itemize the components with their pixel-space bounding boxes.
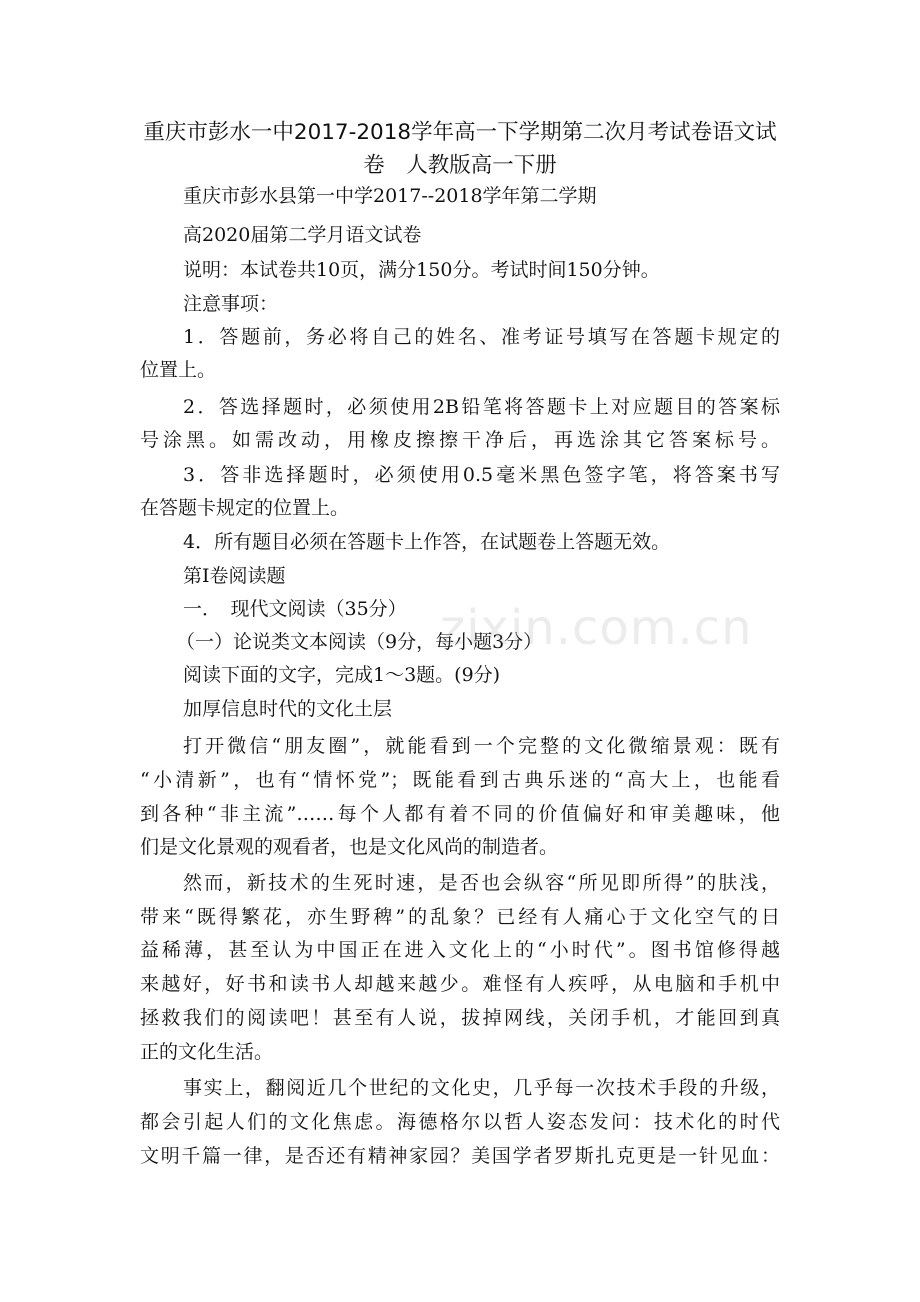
paragraph-2-line-6: 正的文化生活。	[140, 1041, 274, 1063]
note-3-line-1: 3．答非选择题时，必须使用0.5毫米黑色签字笔，将答案书写	[183, 464, 780, 486]
school-line: 重庆市彭水县第一中学2017--2018学年第二学期	[183, 185, 597, 207]
note-2-line-1: 2．答选择题时，必须使用2B铅笔将答题卡上对应题目的答案标	[183, 396, 780, 418]
paragraph-3-line-1: 事实上，翻阅近几个世纪的文化史，几乎每一次技术手段的升级，	[183, 1077, 780, 1099]
paragraph-2-line-5: 拯救我们的阅读吧！甚至有人说，拔掉网线，关闭手机，才能回到真	[140, 1007, 780, 1029]
watermark: zixin.com.cn	[440, 600, 753, 656]
exam-name-line: 高2020届第二学月语文试卷	[183, 224, 422, 246]
paragraph-2-line-4: 来越好，好书和读书人却越来越少。难怪有人疾呼，从电脑和手机中	[140, 973, 780, 995]
subsection-heading: （一）论说类文本阅读（9分，每小题3分）	[176, 631, 543, 653]
note-3-line-2: 在答题卡规定的位置上。	[140, 497, 350, 519]
article-title: 加厚信息时代的文化土层	[183, 698, 393, 720]
paragraph-3-line-2: 都会引起人们的文化焦虑。海德格尔以哲人姿态发问：技术化的时代	[140, 1111, 780, 1133]
paragraph-1-line-2: “小清新”，也有“情怀党”；既能看到古典乐迷的“高大上，也能看	[140, 769, 780, 791]
paragraph-1-line-1: 打开微信“朋友圈”，就能看到一个完整的文化微缩景观：既有	[183, 735, 780, 757]
note-1-line-1: 1．答题前，务必将自己的姓名、准考证号填写在答题卡规定的	[183, 326, 780, 348]
paragraph-3-line-3: 文明千篇一律，是否还有精神家园？美国学者罗斯扎克更是一针见血：	[140, 1145, 780, 1167]
paragraph-1-line-3: 到各种“非主流”……每个人都有着不同的价值偏好和审美趣味，他	[140, 803, 780, 825]
note-2-line-2: 号涂黑。如需改动，用橡皮擦擦干净后，再选涂其它答案标号。	[140, 429, 780, 451]
note-1-line-2: 位置上。	[140, 359, 217, 381]
paragraph-2-line-1: 然而，新技术的生死时速，是否也会纵容“所见即所得”的肤浅，	[183, 872, 780, 894]
paragraph-1-line-4: 们是文化景观的观看者，也是文化风尚的制造者。	[140, 836, 559, 858]
reading-instruction: 阅读下面的文字，完成1～3题。(9分)	[183, 664, 501, 686]
part-heading: 第Ⅰ卷阅读题	[183, 565, 286, 587]
paragraph-2-line-2: 带来“既得繁花，亦生野稗”的乱象？已经有人痛心于文化空气的日	[140, 906, 780, 928]
section-heading: 一． 现代文阅读（35分）	[183, 598, 407, 620]
document-title: 重庆市彭水一中2017-2018学年高一下学期第二次月考试卷语文试卷 人教版高一下册	[143, 120, 777, 178]
note-4-line: 4．所有题目必须在答题卡上作答，在试题卷上答题无效。	[183, 531, 671, 553]
paragraph-2-line-3: 益稀薄，甚至认为中国正在进入文化上的“小时代”。图书馆修得越	[140, 939, 780, 961]
instructions-line: 说明：本试卷共10页，满分150分。考试时间150分钟。	[183, 259, 660, 281]
notes-heading: 注意事项：	[183, 293, 279, 315]
